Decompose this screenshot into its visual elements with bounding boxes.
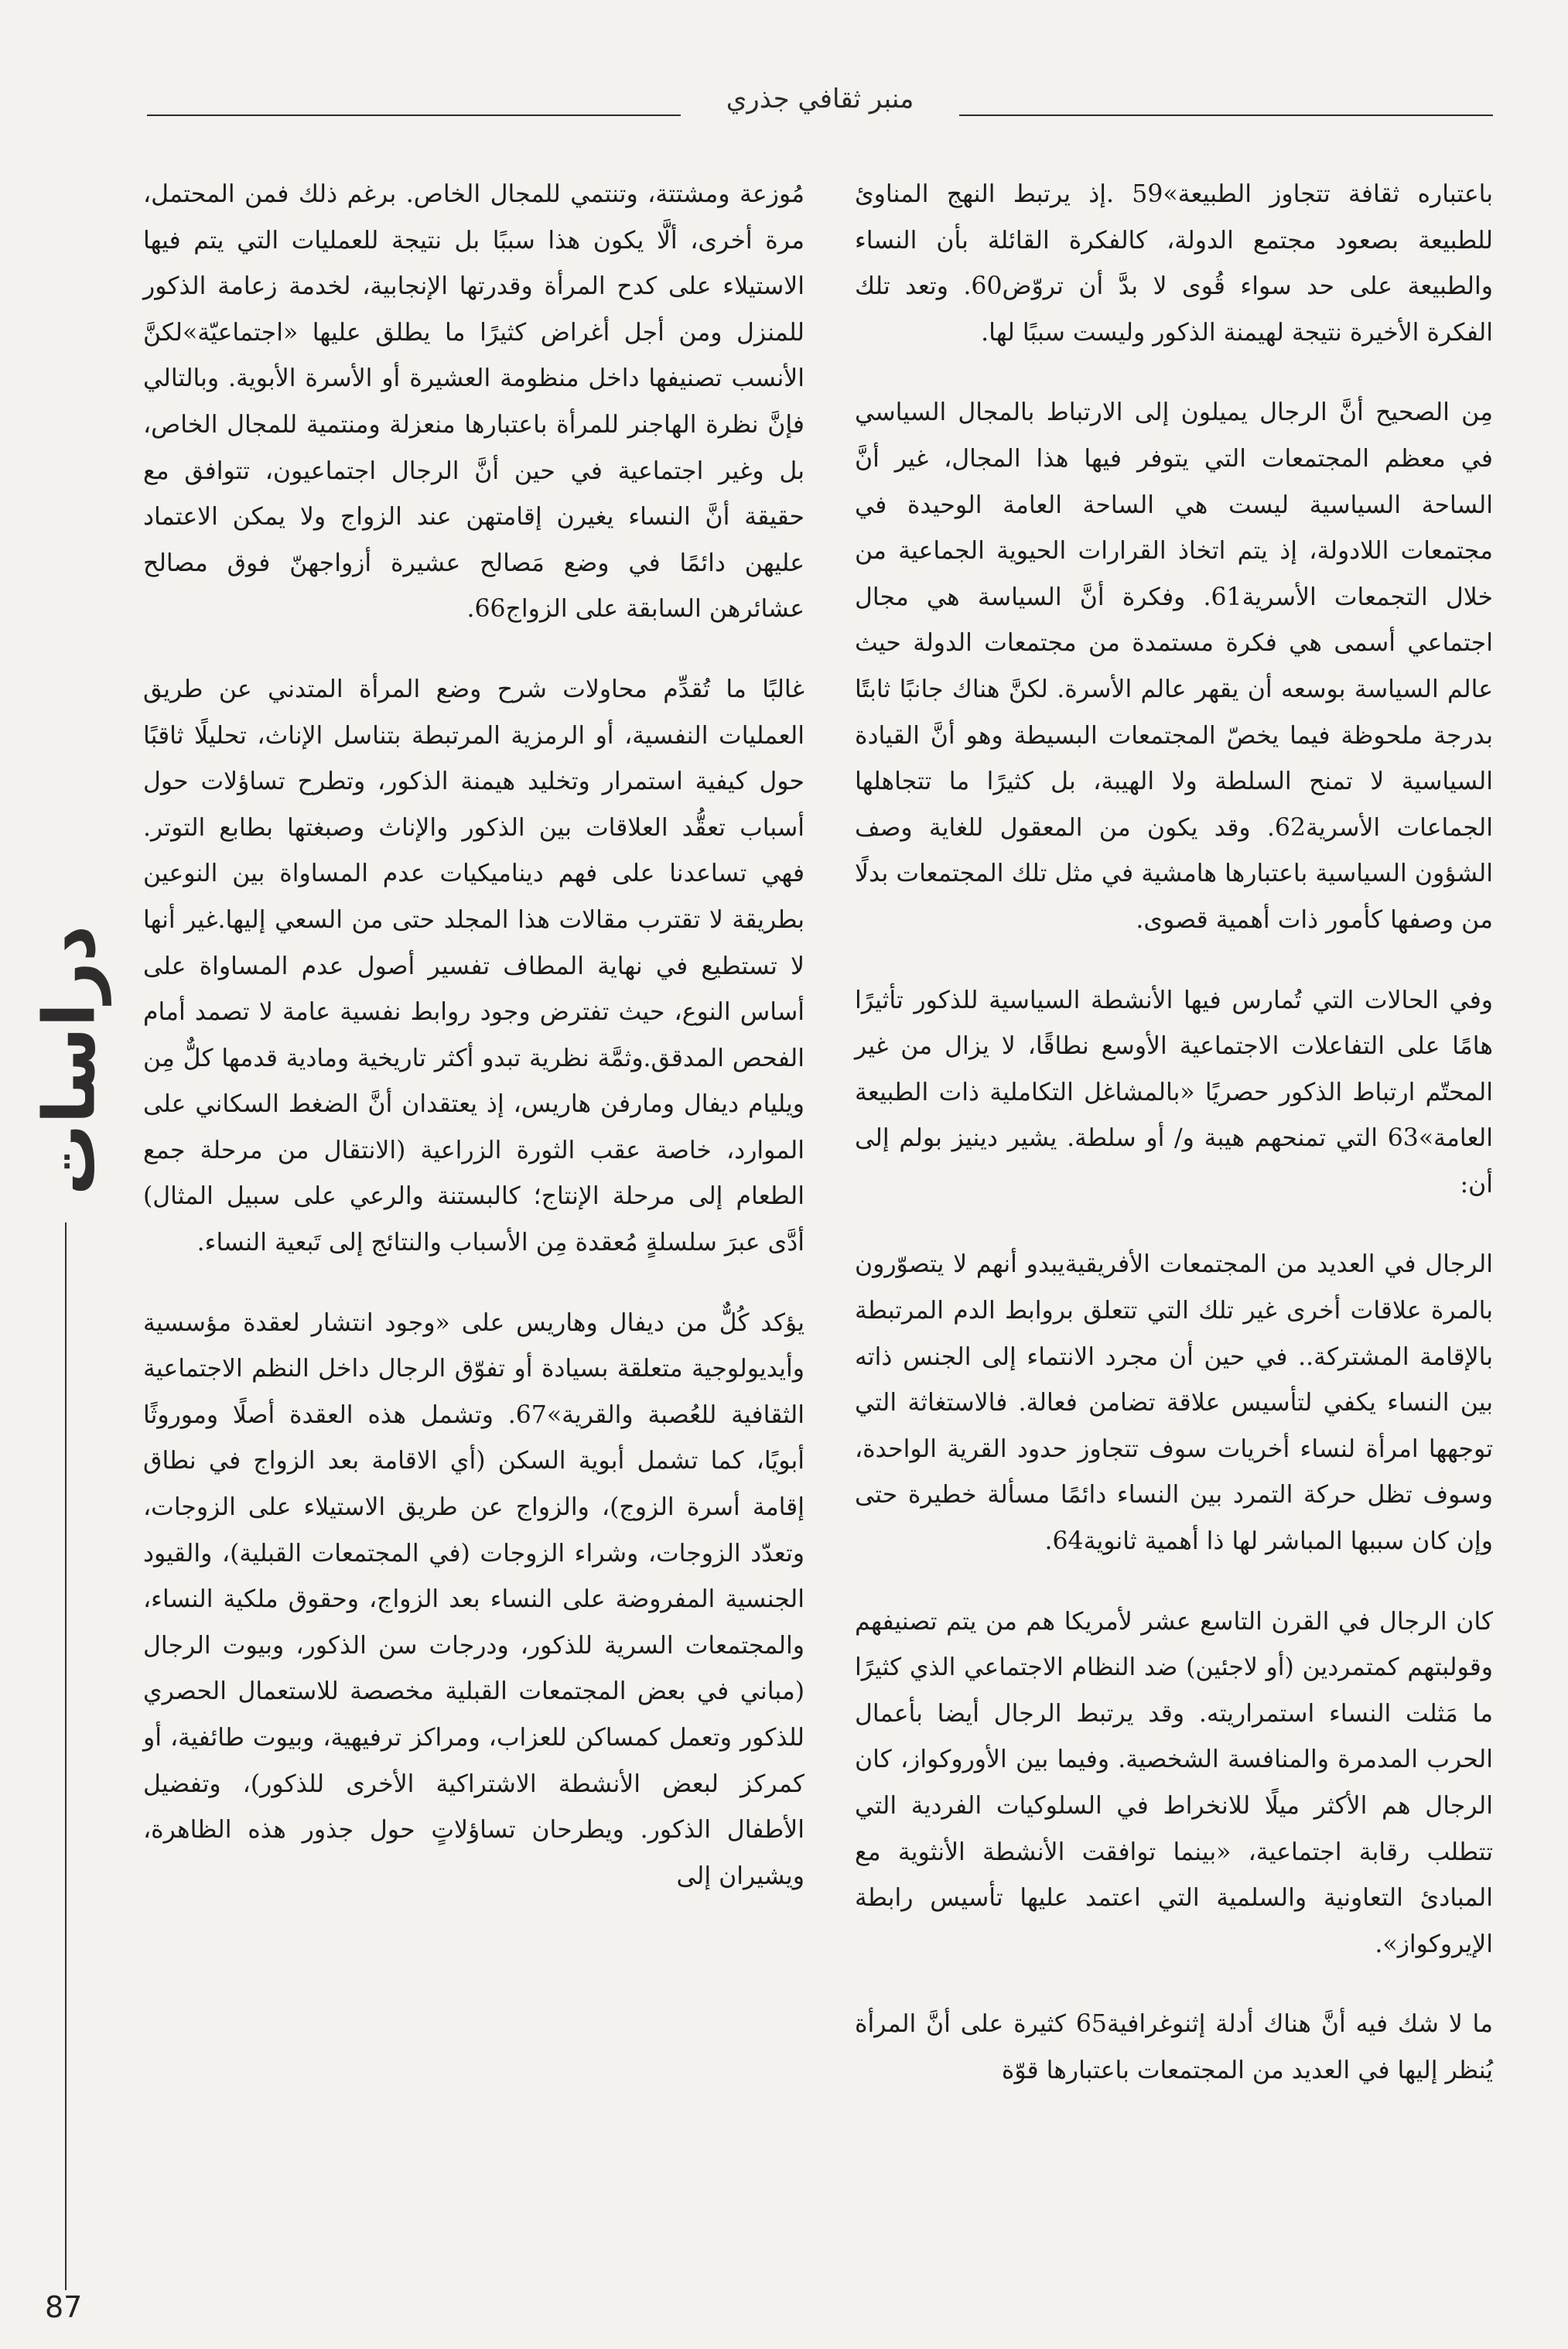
paragraph: كان الرجال في القرن التاسع عشر لأمريكا هم من يتم تصنيفهم وقولبتهم كمتمردين (أو لاجئين) ضد النظام الاجتماعي الذي كثيرًا ما مَثلت النساء استمراريته. وقد يرتبط الرجال أيضا بأعمال الحرب المدمرة والمنافسة الشخصية. وفيما بين الأوروكواز، كان الرجال هم الأكثر ميلًا للانخراط في السلوكيات الفردية التي تتطلب رقابة اجتماعية، «بينما توافقت الأنشطة الأنثوية مع المبادئ التعاونية والسلمية التي اعتمد عليها تأسيس رابطة الإيروكواز». (855, 1607, 1493, 1958)
paragraph: مِن الصحيح أنَّ الرجال يميلون إلى الارتباط بالمجال السياسي في معظم المجتمعات التي يتوفر فيها هذا المجال، غير أنَّ الساحة السياسية ليست هي الساحة العامة الوحيدة في مجتمعات اللادولة، إذ يتم اتخاذ القرارات الحيوية الجماعية من خلال التجمعات الأسرية61. وفكرة أنَّ السياسة هي مجال اجتماعي أسمى هي فكرة مستمدة من مجتمعات الدولة حيث عالم السياسة بوسعه أن يقهر عالم الأسرة. لكنَّ هناك جانبًا ثابتًا بدرجة ملحوظة فيما يخصّ المجتمعات البسيطة وهو أنَّ القيادة السياسية لا تمنح السلطة ولا الهيبة، بل كثيرًا ما تتجاهلها الجماعات الأسرية62. وقد يكون من المعقول للغاية وصف الشؤون السياسية باعتبارها هامشية في مثل تلك المجتمعات بدلًا من وصفها كأمور ذات أهمية قصوى. (855, 398, 1493, 934)
paragraph: يؤكد كُلٌّ من ديفال وهاريس على «وجود انتشار لعقدة مؤسسية وأيديولوجية متعلقة بسيادة أو تفوّق الرجال داخل النظم الاجتماعية الثقافية للعُصبة والقرية»67. وتشمل هذه العقدة أصلًا وموروثًا أبويًا، كما تشمل أبوية السكن (أي الاقامة بعد الزواج في نطاق إقامة أسرة الزوج)، والزواج عن طريق الاستيلاء على الزوجات، وتعدّد الزوجات، وشراء الزوجات (في المجتمعات القبلية)، والقيود الجنسية المفروضة على النساء بعد الزواج، وحقوق ملكية النساء، والمجتمعات السرية للذكور، ودرجات سن الذكور، وبيوت الرجال (مباني في بعض المجتمعات القبلية مخصصة للاستعمال الحصري للذكور وتعمل كمساكن للعزاب، ومراكز ترفيهية، وبيوت طائفية، أو كمركز لبعض الأنشطة الاشتراكية الأخرى للذكور)، وتفضيل الأطفال الذكور. ويطرحان تساؤلاتٍ حول جذور هذه الظاهرة، ويشيران إلى (143, 1308, 804, 1890)
section-rule (65, 1222, 67, 2290)
block-quote: الرجال في العديد من المجتمعات الأفريقيةيبدو أنهم لا يتصوّرون بالمرة علاقات أخرى غير تلك التي تتعلق بروابط الدم المرتبطة بالإقامة المشتركة.. في حين أن مجرد الانتماء إلى الجنس ذاته بين النساء يكفي لتأسيس علاقة تضامن فعالة. فالاستغاثة التي توجهها امرأة لنساء أخريات سوف تتجاوز حدود القرية الواحدة، وسوف تظل حركة التمرد بين النساء دائمًا مسألة خطيرة حتى وإن كان سببها المباشر لها ذا أهمية ثانوية64. (855, 1250, 1493, 1556)
paragraph: غالبًا ما تُقدِّم محاولات شرح وضع المرأة المتدني عن طريق العمليات النفسية، أو الرمزية المرتبطة بتناسل الإناث، تحليلًا ثاقبًا حول كيفية استمرار وتخليد هيمنة الذكور، وتطرح تساؤلات حول أسباب تعقُّد العلاقات بين الذكور والإناث وصبغتها بطابع التوتر. فهي تساعدنا على فهم ديناميكيات عدم المساواة بين النوعين بطريقة لا تقترب مقالات هذا المجلد حتى من السعي إليها.غير أنها لا تستطيع في نهاية المطاف تفسير أصول عدم المساواة على أساس النوع، حيث تفترض وجود روابط نفسية عامة لا تصمد أمام الفحص المدقق.وثمَّة نظرية تبدو أكثر تاريخية ومادية قدمها كلٌّ مِن ويليام ديفال ومارفن هاريس، إذ يعتقدان أنَّ الضغط السكاني على الموارد، خاصة عقب الثورة الزراعية (الانتقال من مرحلة جمع الطعام إلى مرحلة الإنتاج؛ كالبستنة والرعي على سبيل المثال) أدَّى عبرَ سلسلةٍ مُعقدة مِن الأسباب والنتائج إلى تَبعية النساء. (143, 675, 804, 1257)
header-rule-right (959, 115, 1493, 116)
paragraph: ما لا شك فيه أنَّ هناك أدلة إثنوغرافية65 كثيرة على أنَّ المرأة يُنظر إليها في العديد من المجتمعات باعتبارها قوّة (855, 2010, 1493, 2084)
page-number: 87 (45, 2290, 83, 2324)
left-column (143, 172, 804, 1934)
section-title: دراسات (28, 925, 111, 1195)
header-rule-left (147, 115, 681, 116)
running-header: منبر ثقافي جذري (726, 84, 914, 115)
paragraph: وفي الحالات التي تُمارس فيها الأنشطة السياسية للذكور تأثيرًا هامًا على التفاعلات الاجتماعية الأوسع نطاقًا، لا يزال من غير المحتّم ارتباط الذكور حصريًا «بالمشاغل التكاملية ذات الطبيعة العامة»63 التي تمنحهم هيبة و/ أو سلطة. يشير دينيز بولم إلى أن: (855, 986, 1493, 1198)
paragraph: مُوزعة ومشتتة، وتنتمي للمجال الخاص. برغم ذلك فمن المحتمل، مرة أخرى، ألَّا يكون هذا سببًا بل نتيجة للعمليات التي يتم فيها الاستيلاء على كدح المرأة وقدرتها الإنجابية، لخدمة زعامة الذكور للمنزل ومن أجل أغراض كثيرًا ما يطلق عليها «اجتماعيّة»لكنَّ الأنسب تصنيفها داخل منظومة العشيرة أو الأسرة الأبوية. وبالتالي فإنَّ نظرة الهاجنر للمرأة باعتبارها منعزلة ومنتمية للمجال الخاص، بل وغير اجتماعية في حين أنَّ الرجال اجتماعيون، تتوافق مع حقيقة أنَّ النساء يغيرن إقامتهن عند الزواج ولا يمكن الاعتماد عليهن دائمًا في وضع مَصالح عشيرة أزواجهنّ فوق مصالح عشائرهن السابقة على الزواج66. (143, 180, 804, 624)
right-column (855, 172, 1493, 2128)
paragraph: باعتباره ثقافة تتجاوز الطبيعة»59 .إذ يرتبط النهج المناوئ للطبيعة بصعود مجتمع الدولة، كالفكرة القائلة بأن النساء والطبيعة على حد سواء قُوى لا بدَّ أن تروّض60. وتعد تلك الفكرة الأخيرة نتيجة لهيمنة الذكور وليست سببًا لها. (855, 180, 1494, 347)
